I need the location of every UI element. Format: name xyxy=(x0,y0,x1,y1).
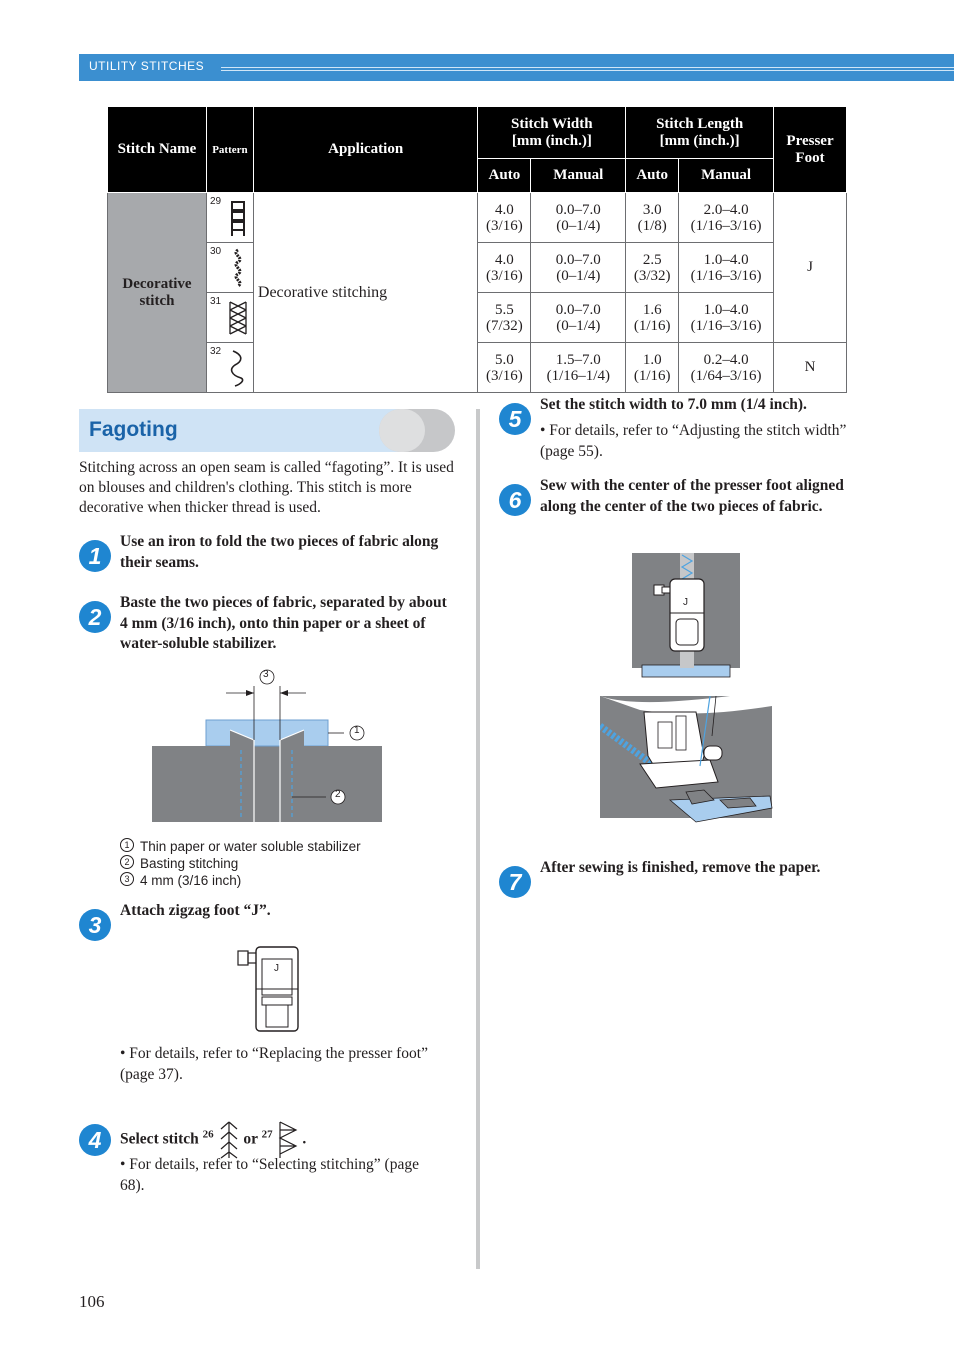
step-text: Use an iron to fold the two pieces of fabric along their seams. xyxy=(120,533,439,571)
table-row xyxy=(108,243,847,293)
legend-text: Basting stitching xyxy=(140,856,239,871)
value-inch: (0–1/4) xyxy=(556,317,601,334)
table-row xyxy=(108,293,847,343)
legend-text: Thin paper or water soluble stabilizer xyxy=(140,839,361,854)
pattern-number: 30 xyxy=(209,246,222,257)
figure-legend xyxy=(120,838,361,889)
value: 1.6 xyxy=(642,301,662,318)
period: . xyxy=(302,1130,307,1148)
value: 1.0 xyxy=(642,351,662,368)
value-inch: (1/16–3/16) xyxy=(690,217,762,234)
value: 0.0–7.0 xyxy=(555,301,601,318)
value: 1.0–4.0 xyxy=(703,301,749,318)
step-number-badge: 3 xyxy=(79,909,111,941)
stitch-name-cell xyxy=(108,193,207,393)
value-inch: (3/16) xyxy=(486,367,523,384)
stitch-26-icon xyxy=(218,1120,240,1160)
width-manual-cell xyxy=(531,343,626,393)
length-auto-cell xyxy=(626,243,679,293)
foot-j-cell: J xyxy=(774,193,847,343)
stitch-name: Decorative stitch xyxy=(122,275,192,309)
value: 0.0–7.0 xyxy=(555,251,601,268)
step-3-bullet: • For details, refer to “Replacing the presser foot” (page 37). xyxy=(120,1045,428,1083)
value-inch: (3/16) xyxy=(486,217,523,234)
legend-marker: 1 xyxy=(120,838,134,852)
value: 1.0–4.0 xyxy=(703,251,749,268)
page-number: 106 xyxy=(79,1292,105,1311)
value-inch: (0–1/4) xyxy=(556,267,601,284)
header-rule-2 xyxy=(221,70,954,71)
value-inch: (0–1/4) xyxy=(556,217,601,234)
length-auto-cell xyxy=(626,193,679,243)
length-auto-cell xyxy=(626,293,679,343)
callout-1: 1 xyxy=(354,725,360,736)
pattern-cell xyxy=(206,343,253,393)
th-length-auto: Auto xyxy=(626,159,679,193)
value: 0.0–7.0 xyxy=(555,201,601,218)
stitch-26-number: 26 xyxy=(202,1128,214,1141)
header-rule xyxy=(221,67,954,68)
width-auto-cell xyxy=(478,293,531,343)
length-manual-cell xyxy=(679,293,774,343)
value: 5.5 xyxy=(495,301,514,318)
section-label: UTILITY STITCHES xyxy=(89,59,205,73)
th-stitch-length: Stitch Length [mm (inch.)] xyxy=(626,107,774,159)
value: 2.5 xyxy=(642,251,662,268)
zigzag-foot-j-icon xyxy=(236,945,302,1033)
value-inch: (1/8) xyxy=(637,217,667,234)
value-inch: (3/16) xyxy=(486,267,523,284)
legend-marker: 2 xyxy=(120,855,134,869)
value: 3.0 xyxy=(642,201,662,218)
stitch-27-icon xyxy=(277,1120,299,1160)
step-text: Attach zigzag foot “J”. xyxy=(120,902,271,919)
foot-on-fabric-illustration xyxy=(630,553,742,679)
stitch-31-icon xyxy=(229,298,247,338)
th-length-manual: Manual xyxy=(679,159,774,193)
application-cell: Decorative stitching xyxy=(253,193,478,393)
callout-2: 2 xyxy=(335,789,341,800)
stitch-table xyxy=(107,106,847,393)
or-label: or xyxy=(243,1130,258,1148)
th-stitch-name: Stitch Name xyxy=(108,107,207,193)
pattern-cell xyxy=(206,243,253,293)
width-manual-cell xyxy=(531,193,626,243)
step-number-badge: 5 xyxy=(499,403,531,435)
th-pattern: Pattern xyxy=(206,107,253,193)
step-number-badge: 2 xyxy=(79,601,111,633)
legend-marker: 3 xyxy=(120,872,134,886)
width-auto-cell xyxy=(478,243,531,293)
column-divider xyxy=(476,409,480,1269)
pattern-cell xyxy=(206,293,253,343)
section-title: Fagoting xyxy=(89,418,178,441)
callout-3: 3 xyxy=(263,669,269,680)
fabric-diagram xyxy=(150,664,390,826)
step-text: After sewing is finished, remove the paper. xyxy=(540,859,821,876)
stitch-32-icon xyxy=(229,348,247,388)
value-inch: (1/16) xyxy=(633,367,671,384)
width-auto-cell xyxy=(478,193,531,243)
th-presser-foot: Presser Foot xyxy=(774,107,847,193)
width-manual-cell xyxy=(531,293,626,343)
header-bar xyxy=(79,54,954,81)
step-4-bullet: • For details, refer to “Selecting stitching” (page 68). xyxy=(120,1156,419,1194)
pattern-number: 29 xyxy=(209,196,222,207)
value: 4.0 xyxy=(495,251,514,268)
length-manual-cell xyxy=(679,193,774,243)
table-row xyxy=(108,193,847,243)
th-stitch-width: Stitch Width [mm (inch.)] xyxy=(478,107,626,159)
foot-letter-j-2: J xyxy=(683,597,688,608)
step-number-badge: 7 xyxy=(499,866,531,898)
step-number-badge: 6 xyxy=(499,484,531,516)
length-manual-cell xyxy=(679,343,774,393)
legend-text: 4 mm (3/16 inch) xyxy=(140,873,242,888)
stitch-27-number: 27 xyxy=(261,1128,273,1141)
legend-item xyxy=(120,838,361,855)
foot-n-cell: N xyxy=(774,343,847,393)
step-text: Set the stitch width to 7.0 mm (1/4 inch). xyxy=(540,396,807,413)
pattern-number: 31 xyxy=(209,296,222,307)
th-width-auto: Auto xyxy=(478,159,531,193)
value-inch: (1/16–3/16) xyxy=(690,317,762,334)
value: 4.0 xyxy=(495,201,514,218)
th-application: Application xyxy=(253,107,478,193)
foot-letter-j: J xyxy=(274,963,279,974)
value: 2.0–4.0 xyxy=(703,201,749,218)
step-number-badge: 4 xyxy=(79,1124,111,1156)
value-inch: (1/16–1/4) xyxy=(546,367,610,384)
value-inch: (7/32) xyxy=(486,317,523,334)
value: 1.5–7.0 xyxy=(555,351,601,368)
section-heading-tab-inner xyxy=(379,409,425,452)
step-number-badge: 1 xyxy=(79,540,111,572)
section-heading xyxy=(79,409,455,452)
legend-item xyxy=(120,855,361,872)
stitch-29-icon xyxy=(229,198,247,238)
length-manual-cell xyxy=(679,243,774,293)
table-row xyxy=(108,343,847,393)
step-text: Sew with the center of the presser foot aligned along the center of the two pieces of fabric. xyxy=(540,477,844,515)
pattern-number: 32 xyxy=(209,346,222,357)
value-inch: (3/32) xyxy=(633,267,671,284)
legend-item xyxy=(120,872,361,889)
pattern-cell xyxy=(206,193,253,243)
intro-paragraph: Stitching across an open seam is called “fagoting”. It is used on blouses and children's clothing. This stitch is more decorative when thicker thread is used. xyxy=(79,459,454,516)
value-inch: (1/16) xyxy=(633,317,671,334)
width-auto-cell xyxy=(478,343,531,393)
value-inch: (1/64–3/16) xyxy=(690,367,762,384)
step-5-bullet: • For details, refer to “Adjusting the stitch width” (page 55). xyxy=(540,422,847,460)
value: 0.2–4.0 xyxy=(703,351,749,368)
step-text xyxy=(120,1120,455,1160)
stitch-30-icon xyxy=(229,248,247,288)
width-manual-cell xyxy=(531,243,626,293)
machine-sewing-illustration xyxy=(600,696,774,826)
th-width-manual: Manual xyxy=(531,159,626,193)
step-text: Baste the two pieces of fabric, separated by about 4 mm (3/16 inch), onto thin paper or a sheet of water-soluble stabilizer. xyxy=(120,594,447,652)
select-stitch-label: Select stitch xyxy=(120,1130,199,1148)
value-inch: (1/16–3/16) xyxy=(690,267,762,284)
value: 5.0 xyxy=(495,351,514,368)
length-auto-cell xyxy=(626,343,679,393)
